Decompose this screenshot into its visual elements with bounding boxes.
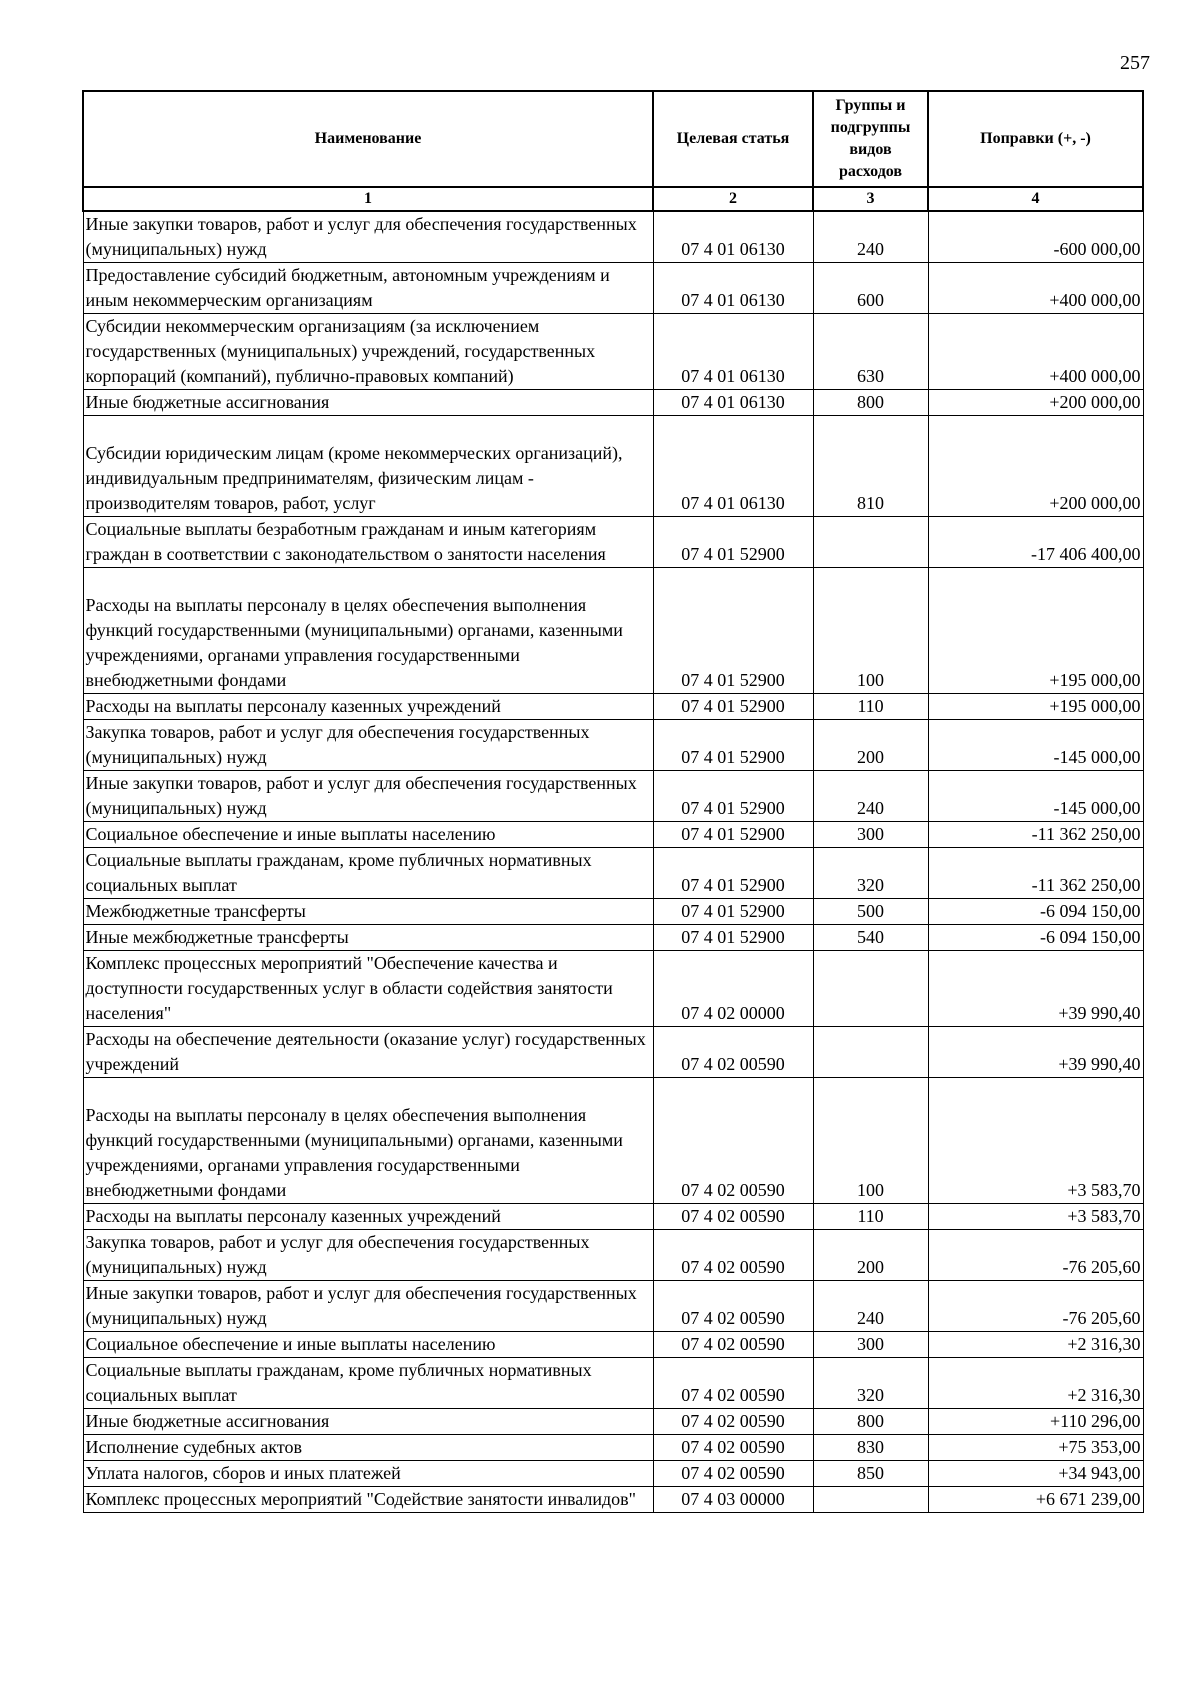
row-name: Социальные выплаты гражданам, кроме публичных нормативных социальных выплат [83, 1358, 653, 1409]
row-target-code: 07 4 02 00590 [653, 1409, 813, 1435]
row-target-code: 07 4 01 52900 [653, 899, 813, 925]
column-number: 1 [83, 187, 653, 211]
row-name: Комплекс процессных мероприятий "Содействие занятости инвалидов" [83, 1487, 653, 1513]
header-groups: Группы и подгруппы видов расходов [813, 91, 928, 187]
row-target-code: 07 4 02 00590 [653, 1435, 813, 1461]
row-expense-group: 110 [813, 694, 928, 720]
table-row [83, 1332, 1143, 1358]
row-correction-amount: +195 000,00 [928, 568, 1143, 694]
row-expense-group: 100 [813, 1078, 928, 1204]
row-expense-group: 320 [813, 848, 928, 899]
row-name: Расходы на выплаты персоналу в целях обеспечения выполнения функций государственными (муниципальными) органами, казенными учреждениями, органами управления государственными внебюджетными фондами [83, 1078, 653, 1204]
row-name: Иные бюджетные ассигнования [83, 390, 653, 416]
table-row [83, 390, 1143, 416]
table-row [83, 263, 1143, 314]
table-row [83, 951, 1143, 1027]
table-row [83, 1078, 1143, 1204]
row-target-code: 07 4 02 00000 [653, 951, 813, 1027]
table-row [83, 1409, 1143, 1435]
row-expense-group [813, 517, 928, 568]
row-name: Социальные выплаты безработным гражданам и иным категориям граждан в соответствии с законодательством о занятости населения [83, 517, 653, 568]
table-row [83, 1281, 1143, 1332]
row-expense-group [813, 1487, 928, 1513]
row-expense-group: 810 [813, 416, 928, 517]
row-name: Субсидии юридическим лицам (кроме некоммерческих организаций), индивидуальным предпринимателям, физическим лицам - производителям товаров, работ, услуг [83, 416, 653, 517]
table-row [83, 1204, 1143, 1230]
table-row [83, 694, 1143, 720]
row-expense-group: 300 [813, 1332, 928, 1358]
row-correction-amount: +3 583,70 [928, 1204, 1143, 1230]
row-name: Социальные выплаты гражданам, кроме публичных нормативных социальных выплат [83, 848, 653, 899]
table-row [83, 771, 1143, 822]
row-target-code: 07 4 01 52900 [653, 517, 813, 568]
row-name: Закупка товаров, работ и услуг для обеспечения государственных (муниципальных) нужд [83, 720, 653, 771]
row-name: Исполнение судебных актов [83, 1435, 653, 1461]
row-target-code: 07 4 01 52900 [653, 848, 813, 899]
row-target-code: 07 4 02 00590 [653, 1078, 813, 1204]
table-row [83, 1027, 1143, 1078]
row-correction-amount: +400 000,00 [928, 314, 1143, 390]
row-correction-amount: -76 205,60 [928, 1281, 1143, 1332]
row-target-code: 07 4 02 00590 [653, 1230, 813, 1281]
row-correction-amount: -145 000,00 [928, 771, 1143, 822]
row-correction-amount: +39 990,40 [928, 951, 1143, 1027]
table-row [83, 1230, 1143, 1281]
row-expense-group: 540 [813, 925, 928, 951]
row-target-code: 07 4 01 52900 [653, 925, 813, 951]
row-expense-group: 630 [813, 314, 928, 390]
row-correction-amount: -11 362 250,00 [928, 848, 1143, 899]
row-correction-amount: -17 406 400,00 [928, 517, 1143, 568]
row-correction-amount: -76 205,60 [928, 1230, 1143, 1281]
row-expense-group: 240 [813, 211, 928, 263]
row-expense-group: 800 [813, 390, 928, 416]
row-correction-amount: +195 000,00 [928, 694, 1143, 720]
table-row [83, 517, 1143, 568]
row-correction-amount: +2 316,30 [928, 1358, 1143, 1409]
table-row [83, 720, 1143, 771]
row-name: Комплекс процессных мероприятий "Обеспечение качества и доступности государственных услуг в области содействия занятости населения" [83, 951, 653, 1027]
row-expense-group: 200 [813, 720, 928, 771]
table-row [83, 925, 1143, 951]
table-row [83, 899, 1143, 925]
row-correction-amount: -11 362 250,00 [928, 822, 1143, 848]
row-correction-amount: +3 583,70 [928, 1078, 1143, 1204]
row-target-code: 07 4 01 06130 [653, 390, 813, 416]
row-target-code: 07 4 01 52900 [653, 720, 813, 771]
row-correction-amount: -145 000,00 [928, 720, 1143, 771]
row-target-code: 07 4 02 00590 [653, 1281, 813, 1332]
header-row [83, 91, 1143, 187]
row-correction-amount: -600 000,00 [928, 211, 1143, 263]
row-target-code: 07 4 02 00590 [653, 1358, 813, 1409]
row-name: Иные межбюджетные трансферты [83, 925, 653, 951]
row-expense-group: 100 [813, 568, 928, 694]
row-name: Закупка товаров, работ и услуг для обеспечения государственных (муниципальных) нужд [83, 1230, 653, 1281]
table-row [83, 1487, 1143, 1513]
row-correction-amount: -6 094 150,00 [928, 925, 1143, 951]
row-expense-group: 240 [813, 1281, 928, 1332]
row-correction-amount: +400 000,00 [928, 263, 1143, 314]
row-correction-amount: +39 990,40 [928, 1027, 1143, 1078]
row-expense-group: 200 [813, 1230, 928, 1281]
row-target-code: 07 4 01 06130 [653, 416, 813, 517]
row-target-code: 07 4 01 52900 [653, 822, 813, 848]
row-target-code: 07 4 02 00590 [653, 1204, 813, 1230]
row-target-code: 07 4 01 06130 [653, 314, 813, 390]
row-target-code: 07 4 02 00590 [653, 1461, 813, 1487]
header-name: Наименование [83, 91, 653, 187]
row-correction-amount: -6 094 150,00 [928, 899, 1143, 925]
table-row [83, 416, 1143, 517]
column-number: 4 [928, 187, 1143, 211]
row-name: Межбюджетные трансферты [83, 899, 653, 925]
row-expense-group: 830 [813, 1435, 928, 1461]
row-name: Предоставление субсидий бюджетным, автономным учреждениям и иным некоммерческим организациям [83, 263, 653, 314]
row-name: Иные бюджетные ассигнования [83, 1409, 653, 1435]
row-correction-amount: +200 000,00 [928, 416, 1143, 517]
row-expense-group: 800 [813, 1409, 928, 1435]
row-name: Уплата налогов, сборов и иных платежей [83, 1461, 653, 1487]
row-correction-amount: +34 943,00 [928, 1461, 1143, 1487]
row-expense-group: 110 [813, 1204, 928, 1230]
table-row [83, 848, 1143, 899]
table-row [83, 568, 1143, 694]
row-correction-amount: +110 296,00 [928, 1409, 1143, 1435]
header-corrections: Поправки (+, -) [928, 91, 1143, 187]
row-correction-amount: +2 316,30 [928, 1332, 1143, 1358]
table-row [83, 822, 1143, 848]
table-row [83, 314, 1143, 390]
header-target: Целевая статья [653, 91, 813, 187]
row-expense-group: 600 [813, 263, 928, 314]
row-name: Иные закупки товаров, работ и услуг для обеспечения государственных (муниципальных) нужд [83, 1281, 653, 1332]
budget-table [82, 90, 1144, 1513]
row-name: Иные закупки товаров, работ и услуг для обеспечения государственных (муниципальных) нужд [83, 211, 653, 263]
row-expense-group [813, 1027, 928, 1078]
row-expense-group: 300 [813, 822, 928, 848]
row-expense-group: 240 [813, 771, 928, 822]
column-number: 2 [653, 187, 813, 211]
row-name: Иные закупки товаров, работ и услуг для обеспечения государственных (муниципальных) нужд [83, 771, 653, 822]
row-correction-amount: +75 353,00 [928, 1435, 1143, 1461]
row-target-code: 07 4 01 06130 [653, 211, 813, 263]
table-row [83, 1461, 1143, 1487]
row-target-code: 07 4 02 00590 [653, 1027, 813, 1078]
row-target-code: 07 4 03 00000 [653, 1487, 813, 1513]
row-expense-group [813, 951, 928, 1027]
row-name: Социальное обеспечение и иные выплаты населению [83, 822, 653, 848]
row-correction-amount: +6 671 239,00 [928, 1487, 1143, 1513]
row-name: Расходы на выплаты персоналу в целях обеспечения выполнения функций государственными (муниципальными) органами, казенными учреждениями, органами управления государственными внебюджетными фондами [83, 568, 653, 694]
table-body [83, 211, 1143, 1513]
row-name: Расходы на выплаты персоналу казенных учреждений [83, 1204, 653, 1230]
table-row [83, 1435, 1143, 1461]
row-name: Социальное обеспечение и иные выплаты населению [83, 1332, 653, 1358]
row-target-code: 07 4 01 52900 [653, 568, 813, 694]
row-name: Расходы на обеспечение деятельности (оказание услуг) государственных учреждений [83, 1027, 653, 1078]
row-expense-group: 500 [813, 899, 928, 925]
page-number: 257 [1120, 52, 1150, 74]
column-number-row [83, 187, 1143, 211]
table-row [83, 211, 1143, 263]
column-number: 3 [813, 187, 928, 211]
row-expense-group: 850 [813, 1461, 928, 1487]
row-name: Расходы на выплаты персоналу казенных учреждений [83, 694, 653, 720]
row-expense-group: 320 [813, 1358, 928, 1409]
row-name: Субсидии некоммерческим организациям (за исключением государственных (муниципальных) учреждений, государственных корпораций (компаний), публично-правовых компаний) [83, 314, 653, 390]
row-correction-amount: +200 000,00 [928, 390, 1143, 416]
row-target-code: 07 4 01 52900 [653, 694, 813, 720]
row-target-code: 07 4 01 52900 [653, 771, 813, 822]
table-row [83, 1358, 1143, 1409]
row-target-code: 07 4 01 06130 [653, 263, 813, 314]
row-target-code: 07 4 02 00590 [653, 1332, 813, 1358]
